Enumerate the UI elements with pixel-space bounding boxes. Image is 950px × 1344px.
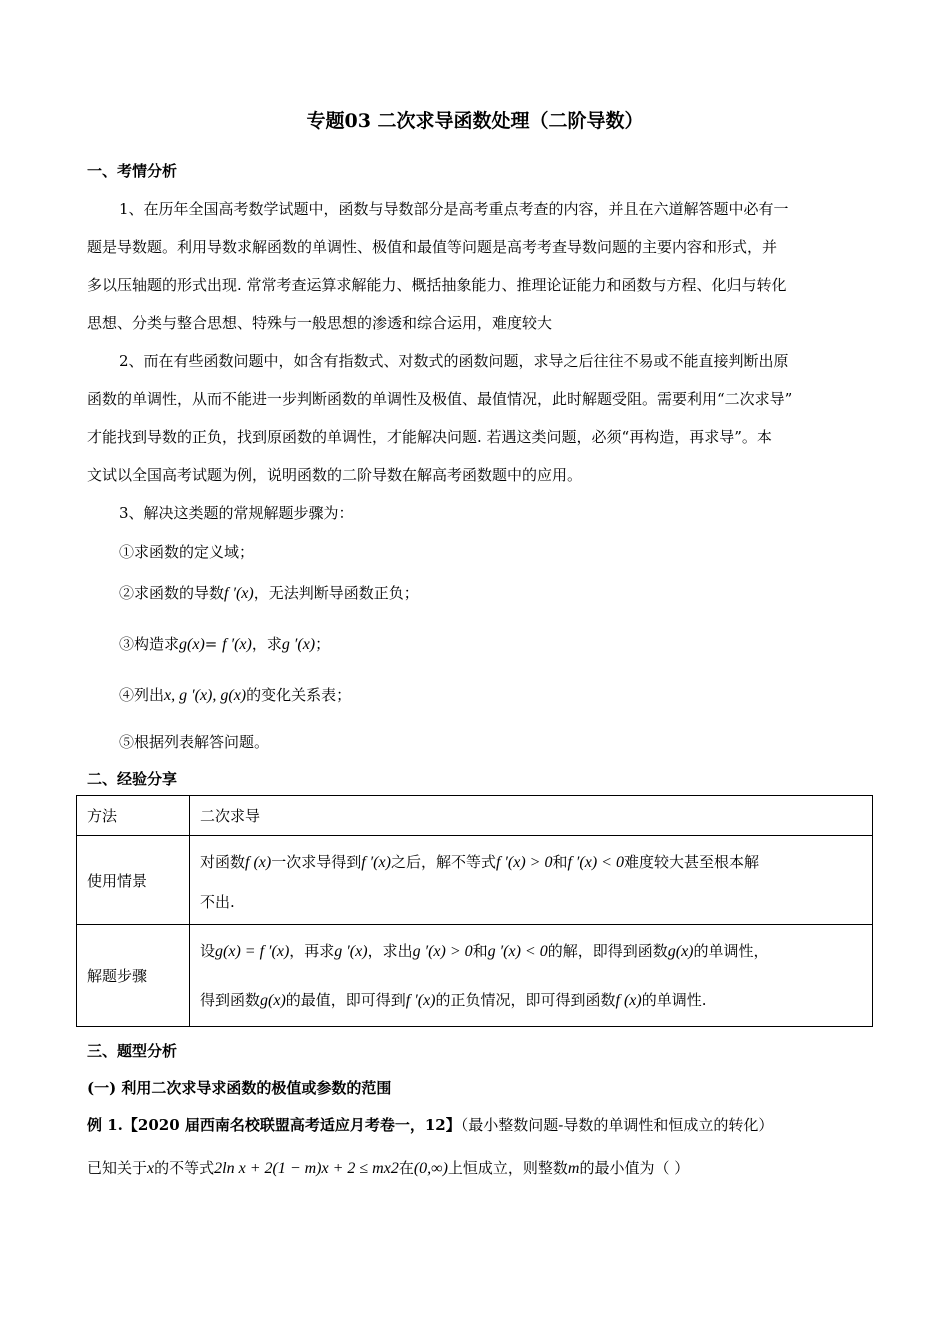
cell-line: 对函数f (x)一次求导得到f ′(x)之后，解不等式f ′(x) > 0和f ′(x) < 0难度较大甚至根本解 [200, 852, 759, 871]
math-expression: g ′(x) [281, 636, 316, 653]
example-question: 已知关于x的不等式2ln x + 2(1 − m)x + 2 ≤ mx2在(0,∞)上恒成立，则整数m的最小值为（ ） [87, 1159, 690, 1177]
paragraph-line: 题是导数题。利用导数求解函数的单调性、极值和最值等问题是高考考查导数问题的主要内容和形式，并 [87, 238, 778, 256]
page-title: 专题03 二次求导函数处理（二阶导数） [306, 110, 644, 132]
table-cell-label: 解题步骤 [77, 925, 190, 1027]
paragraph-line: 思想、分类与整合思想、特殊与一般思想的渗透和综合运用，难度较大 [87, 314, 553, 332]
math-expression: f ′(x) [222, 636, 252, 653]
example-label: 例 1 [87, 1116, 118, 1134]
paragraph-line: 多以压轴题的形式出现. 常常考查运算求解能力、概括抽象能力、推理论证能力和函数与方程、化归与转化 [87, 276, 787, 294]
table-row [77, 796, 873, 836]
step-item: ④列出x, g ′(x), g(x)的变化关系表； [119, 686, 352, 704]
subsection-heading: (一) 利用二次求导求函数的极值或参数的范围 [87, 1079, 392, 1097]
example-note: （最小整数问题-导数的单调性和恒成立的转化） [460, 1116, 774, 1134]
table-row [77, 925, 873, 1027]
paragraph-line: 3、解决这类题的常规解题步骤为： [119, 504, 354, 522]
paragraph-line: 才能找到导数的正负，找到原函数的单调性，才能解决问题. 若遇这类问题，必须“再构造，再求导”。本 [87, 428, 772, 446]
cell-line: 得到函数g(x)的最值，即可得到f ′(x)的正负情况，即可得到函数f (x)的单调性. [200, 990, 707, 1009]
cell-line: 设g(x) = f ′(x)，再求g ′(x)，求出g ′(x) > 0和g ′(x) < 0的解，即得到函数g(x)的单调性， [200, 941, 769, 960]
step-item: ①求函数的定义域； [119, 543, 255, 561]
example-source: .【2020 届西南名校联盟高考适应月考卷一，12】 [117, 1116, 461, 1134]
table-cell-label: 使用情景 [77, 836, 190, 925]
example-header [87, 1114, 773, 1135]
section-heading-types: 三、题型分析 [87, 1042, 178, 1060]
paragraph-line: 函数的单调性，从而不能进一步判断函数的单调性及极值、最值情况，此时解题受阻。需要利用“二次求导” [87, 390, 793, 408]
math-expression: f ′(x) [224, 585, 254, 602]
experience-table [76, 795, 873, 1027]
table-cell-value [190, 925, 873, 1027]
step-item: ③构造求g(x)= f ′(x)，求g ′(x)； [119, 635, 331, 653]
math-expression: g(x) [179, 636, 205, 653]
step-item: ②求函数的导数f ′(x)，无法判断导函数正负； [119, 584, 419, 602]
step-item: ⑤根据列表解答问题。 [119, 733, 270, 751]
table-cell-label: 方法 [77, 796, 190, 836]
cell-line: 不出. [200, 892, 235, 911]
paragraph-line: 1、在历年全国高考数学试题中，函数与导数部分是高考重点考查的内容，并且在六道解答题中必有一 [119, 200, 789, 218]
math-expression: x, g ′(x), g(x) [164, 687, 247, 704]
paragraph-line: 文试以全国高考试题为例，说明函数的二阶导数在解高考函数题中的应用。 [87, 466, 583, 484]
table-cell-value: 二次求导 [190, 796, 873, 836]
table-cell-value [190, 836, 873, 925]
paragraph-line: 2、而在有些函数问题中，如含有指数式、对数式的函数问题，求导之后往往不易或不能直接判断出原 [119, 352, 789, 370]
section-heading-analysis: 一、考情分析 [87, 162, 178, 180]
section-heading-experience: 二、经验分享 [87, 770, 178, 788]
table-row [77, 836, 873, 925]
